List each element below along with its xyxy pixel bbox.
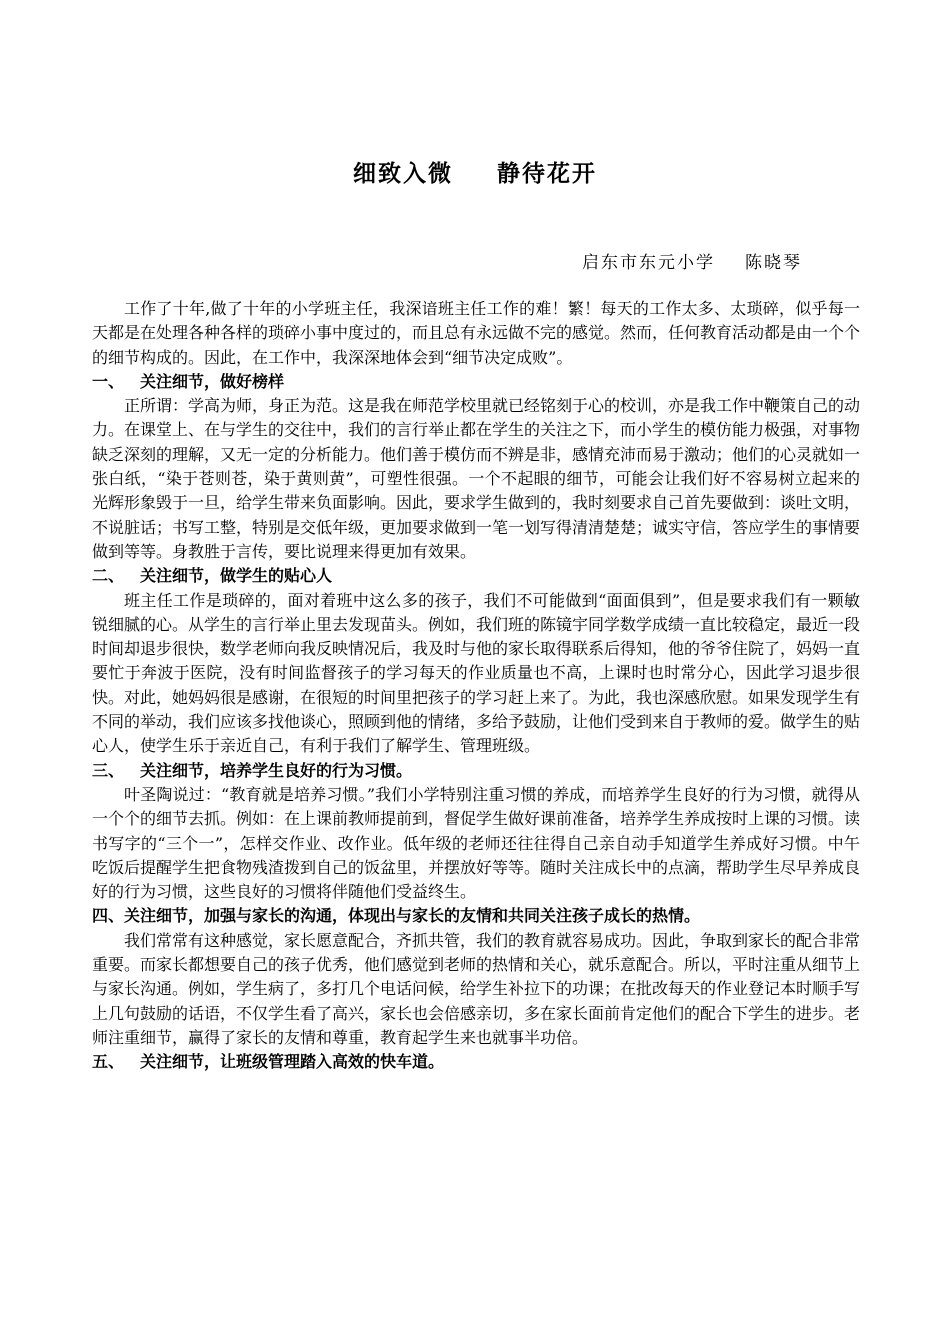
title-part-2: 静待花开 xyxy=(497,160,597,187)
section-3-title: 关注细节，培养学生良好的行为习惯。 xyxy=(140,760,413,780)
section-5-heading xyxy=(92,1050,860,1074)
section-2-title: 关注细节，做学生的贴心人 xyxy=(140,566,333,586)
school-name: 启东市东元小学 xyxy=(582,253,715,273)
article-body xyxy=(92,297,860,1075)
author-name: 陈晓琴 xyxy=(745,253,802,273)
intro-paragraph: 工作了十年,做了十年的小学班主任，我深谙班主任工作的难！繁！每天的工作太多、太琐碎，似乎每一天都是在处理各种各样的琐碎小事中度过的，而且总有永远做不完的感觉。然而，任何教育活动都是由一个个的细节构成的。因此，在工作中，我深深地体会到“细节决定成败”。 xyxy=(92,299,861,367)
section-5-number: 五、 xyxy=(92,1052,125,1072)
section-3-paragraph: 叶圣陶说过：“教育就是培养习惯。”我们小学特别注重习惯的养成，而培养学生良好的行为习惯，就得从一个个的细节去抓。例如：在上课前教师提前到，督促学生做好课前准备，培养学生养成按时上课的习惯。读书写字的“三个一”，怎样交作业、改作业。低年级的老师还往往得自己亲自动手知道学生养成好习惯。中午吃饭后提醒学生把食物残渣拨到自己的饭盆里，并摆放好等等。随时关注成长中的点滴，帮助学生尽早养成良好的行为习惯，这些良好的习惯将伴随他们受益终生。 xyxy=(92,784,861,902)
title-part-1: 细致入微 xyxy=(353,160,453,187)
section-4-title: 关注细节，加强与家长的沟通，体现出与家长的友情和共同关注孩子成长的热情。 xyxy=(124,906,701,926)
section-2-paragraph: 班主任工作是琐碎的，面对着班中这么多的孩子，我们不可能做到“面面俱到”，但是要求我们有一颗敏锐细腻的心。从学生的言行举止里去发现苗头。例如，我们班的陈镜宇同学数学成绩一直比较稳定，最近一段时间却退步很快，数学老师向我反映情况后，我及时与他的家长取得联系后得知，他的爷爷住院了，妈妈一直要忙于奔波于医院，没有时间监督孩子的学习每天的作业质量也不高，上课时也时常分心，因此学习退步很快。对此，她妈妈很是感谢，在很短的时间里把孩子的学习赶上来了。为此，我也深感欣慰。如果发现学生有不同的举动，我们应该多找他谈心，照顾到他的情绪，多给予鼓励，让他们受到来自于教师的爱。做学生的贴心人，使学生乐于亲近自己，有利于我们了解学生、管理班级。 xyxy=(92,590,861,756)
section-1-title: 关注细节，做好榜样 xyxy=(140,371,285,391)
section-1-heading xyxy=(92,370,860,394)
section-3-heading xyxy=(92,759,860,783)
section-4-number: 四、 xyxy=(92,906,125,926)
section-3-number: 三、 xyxy=(92,760,125,780)
section-1-number: 一、 xyxy=(92,371,125,391)
section-2-number: 二、 xyxy=(92,566,125,586)
section-4-heading xyxy=(92,904,860,928)
page-title xyxy=(0,155,950,188)
byline xyxy=(582,248,802,273)
section-5-title: 关注细节，让班级管理踏入高效的快车道。 xyxy=(140,1052,445,1072)
section-4-paragraph: 我们常常有这种感觉，家长愿意配合，齐抓共管，我们的教育就容易成功。因此，争取到家长的配合非常重要。而家长都想要自己的孩子优秀，他们感觉到老师的热情和关心，就乐意配合。所以，平时注重从细节上与家长沟通。例如，学生病了，多打几个电话问候，给学生补拉下的功课；在批改每天的作业登记本时顺手写上几句鼓励的话语，不仅学生看了高兴，家长也会倍感亲切，多在家长面前肯定他们的配合下学生的进步。老师注重细节，赢得了家长的友情和尊重，教育起学生来也就事半功倍。 xyxy=(92,930,861,1047)
section-2-heading xyxy=(92,564,860,588)
section-1-paragraph: 正所谓：学高为师，身正为范。这是我在师范学校里就已经铭刻于心的校训，亦是我工作中鞭策自己的动力。在课堂上、在与学生的交往中，我们的言行举止都在学生的关注之下，而小学生的模仿能力极强，对事物缺乏深刻的理解，又无一定的分析能力。他们善于模仿而不辨是非，感情充沛而易于激动；他们的心灵就如一张白纸，“染于苍则苍，染于黄则黄”，可塑性很强。一个不起眼的细节，可能会让我们好不容易树立起来的光辉形象毁于一旦，给学生带来负面影响。因此，要求学生做到的，我时刻要求自己首先要做到：谈吐文明，不说脏话；书写工整，特别是交低年级，更加要求做到一笔一划写得清清楚楚；诚实守信，答应学生的事情要做到等等。身教胜于言传，要比说理来得更加有效果。 xyxy=(92,396,861,561)
